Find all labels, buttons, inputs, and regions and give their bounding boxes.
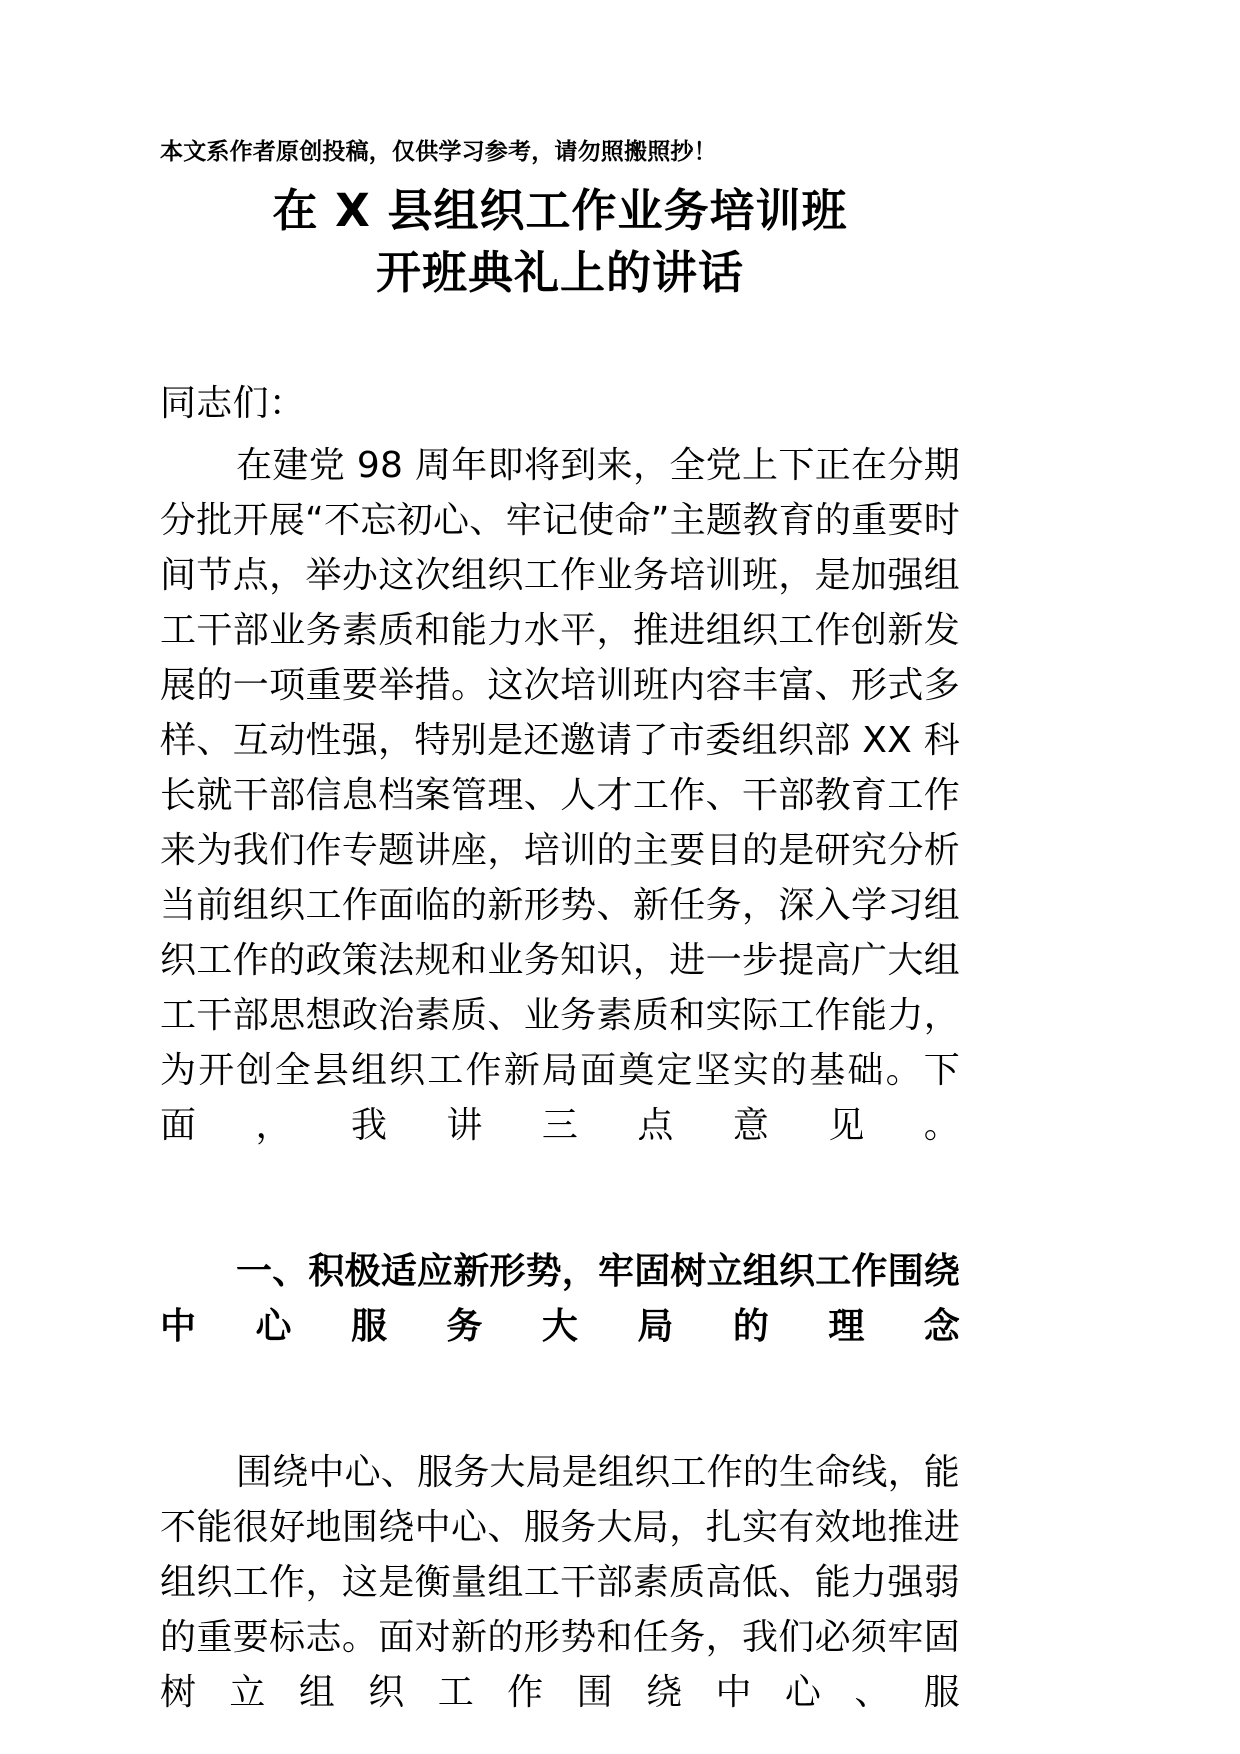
paragraph-opening: 在建党 98 周年即将到来，全党上下正在分期分批开展“不忘初心、牢记使命”主题教育的重要时间节点，举办这次组织工作业务培训班，是加强组工干部业务素质和能力水平，推进组织工作创新发展的一项重要举措。这次培训班内容丰富、形式多样、互动性强，特别是还邀请了市委组织部 XX 科长就干部信息档案管理、人才工作、干部教育工作来为我们作专题讲座，培训的主要目的是研究分析当前组织工作面临的新形势、新任务，深入学习组织工作的政策法规和业务知识，进一步提高广大组工干部思想政治素质、业务素质和实际工作能力，为开创全县组织工作新局面奠定坚实的基础。下面，我讲三点意见。 — [160, 445, 960, 1146]
salutation: 同志们： — [160, 383, 306, 424]
page-title — [160, 180, 960, 304]
paragraph-section-one-body: 围绕中心、服务大局是组织工作的生命线，能不能很好地围绕中心、服务大局，扎实有效地推进组织工作，这是衡量组工干部素质高低、能力强弱的重要标志。面对新的形势和任务，我们必须牢固树立组织工作围绕中心、服 — [160, 1452, 961, 1713]
title-line-2: 开班典礼上的讲话 — [375, 246, 744, 299]
copyright-notice: 本文系作者原创投稿，仅供学习参考，请勿照搬照抄！ — [160, 139, 717, 165]
section-heading-one: 一、积极适应新形势，牢固树立组织工作围绕中心服务大局的理念 — [160, 1251, 961, 1347]
page-content — [160, 0, 960, 1754]
title-line-1: 在 X 县组织工作业务培训班 — [272, 184, 848, 237]
